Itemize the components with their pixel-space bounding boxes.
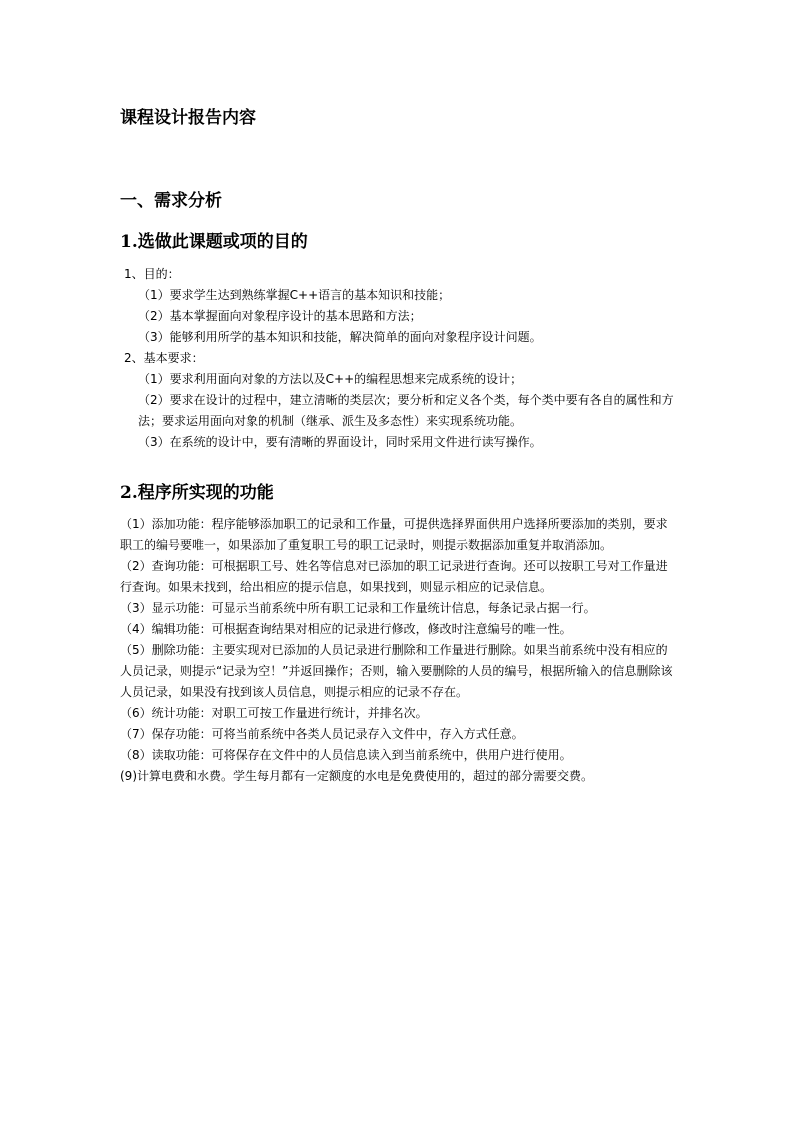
feature-item: （8）读取功能：可将保存在文件中的人员信息读入到当前系统中，供用户进行使用。: [120, 748, 572, 762]
feature-item: （2）查询功能：可根据职工号、姓名等信息对已添加的职工记录进行查询。还可以按职工号对工作量进行查询。如果未找到，给出相应的提示信息，如果找到，则显示相应的记录信息。: [120, 559, 668, 594]
feature-item: （7）保存功能：可将当前系统中各类人员记录存入文件中，存入方式任意。: [120, 727, 524, 741]
section-heading-requirements-analysis: 一、需求分析: [120, 191, 222, 211]
subsection-heading-purpose: 1.选做此课题或项的目的: [120, 232, 308, 252]
purpose-block: [124, 264, 694, 453]
purpose-item: （1）要求学生达到熟练掌握C++语言的基本知识和技能；: [138, 288, 451, 302]
feature-item: （1）添加功能：程序能够添加职工的记录和工作量，可提供选择界面供用户选择所要添加的类别，要求职工的编号要唯一，如果添加了重复职工号的职工记录时，则提示数据添加重复并取消添加。: [120, 517, 668, 552]
purpose-item: （3）能够利用所学的基本知识和技能，解决简单的面向对象程序设计问题。: [138, 330, 542, 344]
features-block: [120, 514, 676, 787]
purpose-item: （2）基本掌握面向对象程序设计的基本思路和方法；: [138, 309, 422, 323]
purpose-label: 1、目的：: [124, 267, 180, 281]
requirement-item: （3）在系统的设计中，要有清晰的界面设计，同时采用文件进行读写操作。: [138, 435, 542, 449]
requirements-label: 2、基本要求：: [124, 351, 204, 365]
subsection-heading-features: 2.程序所实现的功能: [120, 483, 274, 503]
feature-item: (9)计算电费和水费。学生每月都有一定额度的水电是免费使用的，超过的部分需要交费。: [120, 769, 594, 783]
feature-item: （3）显示功能：可显示当前系统中所有职工记录和工作量统计信息，每条记录占据一行。: [120, 601, 596, 615]
requirement-item: （1）要求利用面向对象的方法以及C++的编程思想来完成系统的设计；: [138, 372, 523, 386]
feature-item: （4）编辑功能：可根据查询结果对相应的记录进行修改，修改时注意编号的唯一性。: [120, 622, 572, 636]
page-title: 课程设计报告内容: [120, 108, 256, 128]
feature-item: （5）删除功能：主要实现对已添加的人员记录进行删除和工作量进行删除。如果当前系统中没有相应的人员记录，则提示“记录为空！”并返回操作；否则，输入要删除的人员的编号，根据所输入的信息删除该人员记录，如果没有找到该人员信息，则提示相应的记录不存在。: [120, 643, 673, 699]
requirement-item: （2）要求在设计的过程中，建立清晰的类层次；要分析和定义各个类，每个类中要有各自的属性和方法；要求运用面向对象的机制（继承、派生及多态性）来实现系统功能。: [138, 393, 674, 428]
feature-item: （6）统计功能：对职工可按工作量进行统计，并排名次。: [120, 706, 428, 720]
